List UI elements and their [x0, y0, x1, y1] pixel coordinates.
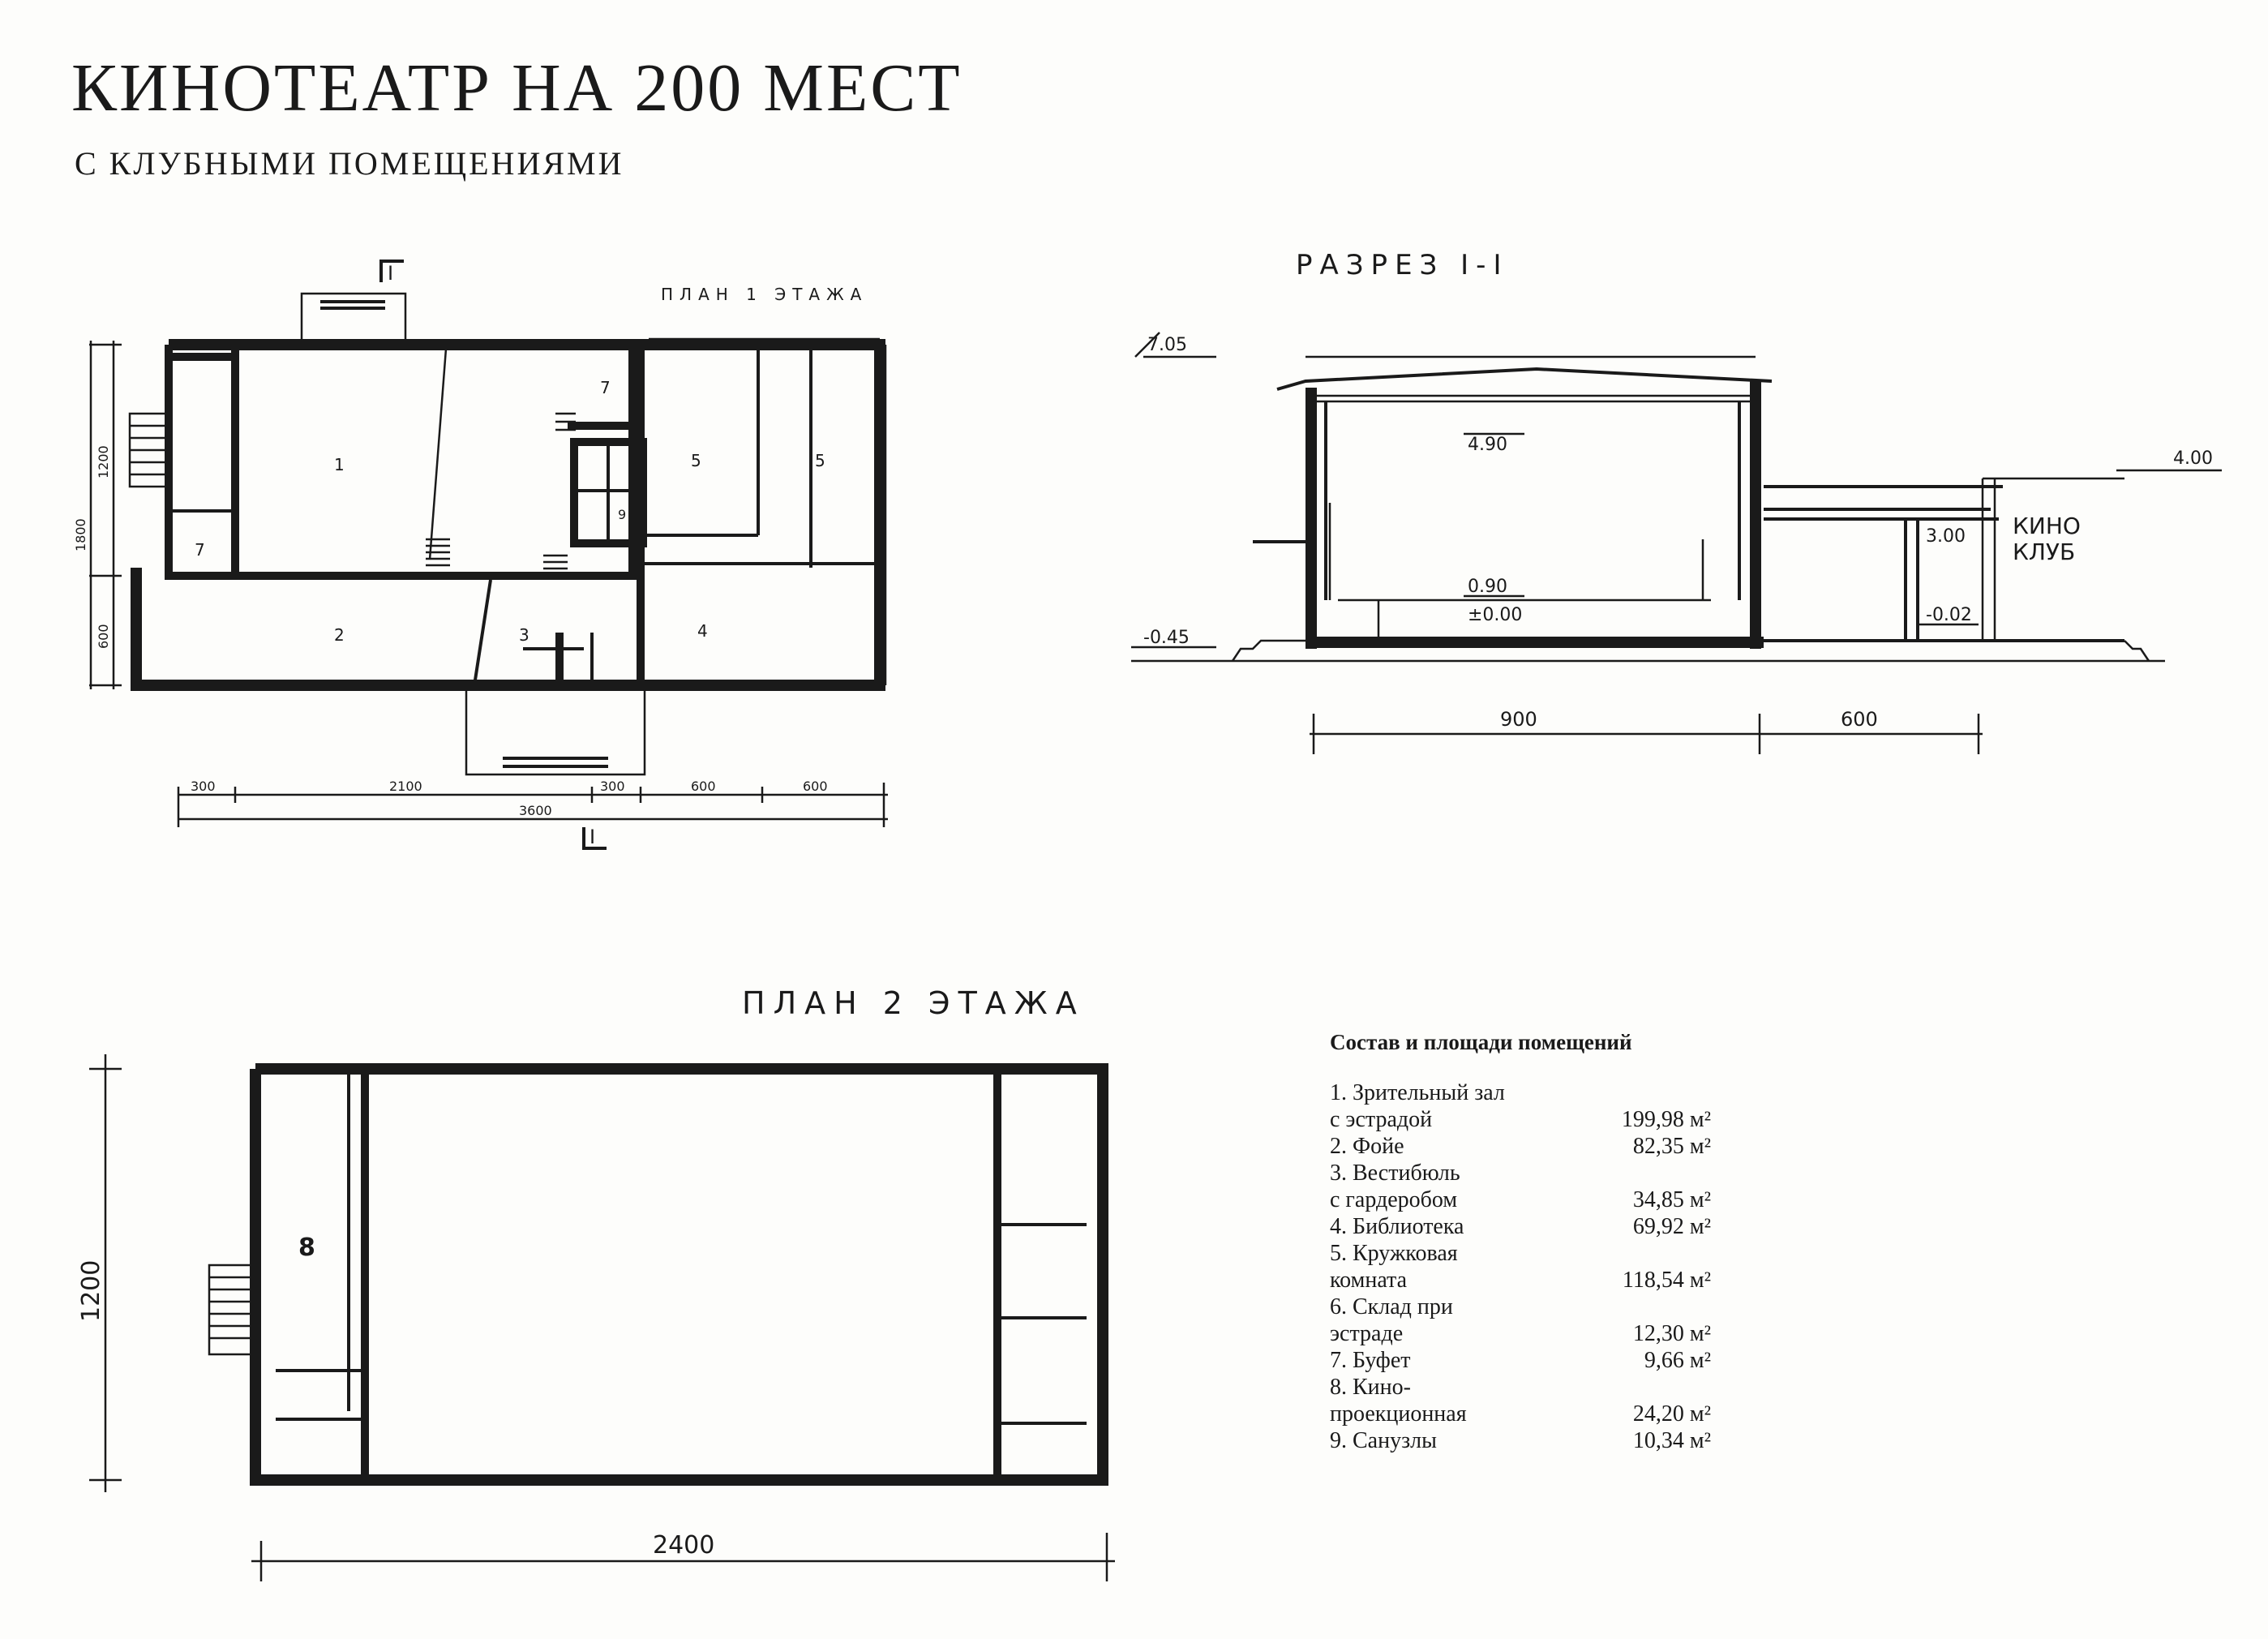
section-dim-900: 900: [1500, 708, 1537, 731]
dim-left-1200: 1200: [96, 445, 111, 478]
elev-minus-0-02: -0.02: [1926, 605, 1972, 625]
dim-300-b: 300: [600, 779, 625, 794]
legend-room-name: 3. Вестибюль с гардеробом: [1330, 1161, 1460, 1212]
legend-room-name: 4. Библиотека: [1330, 1214, 1464, 1239]
room-label-5b: 5: [815, 451, 825, 470]
legend-title: Состав и площади помещений: [1330, 1030, 1632, 1054]
page-title: КИНОТЕАТР НА 200 МЕСТ: [71, 50, 963, 126]
section-dim-600: 600: [1841, 708, 1878, 731]
floor-plan-1: [73, 260, 888, 850]
legend-row: [1330, 1240, 1711, 1294]
dim-300-a: 300: [191, 779, 216, 794]
dim-2100: 2100: [389, 779, 422, 794]
porch-bottom: [466, 685, 645, 774]
legend-room-area: 82,35 м²: [1632, 1134, 1711, 1159]
elev-4-00: 4.00: [2173, 448, 2213, 469]
dim-3600: 3600: [519, 803, 552, 818]
section-title: РАЗРЕЗ I-I: [1296, 249, 1509, 281]
plan2-title: ПЛАН 2 ЭТАЖА: [742, 985, 1085, 1021]
legend-room-area: 34,85 м²: [1632, 1187, 1711, 1212]
legend-room-name: 7. Буфет: [1330, 1348, 1411, 1373]
kino-club-sign: КИНО КЛУБ: [2013, 513, 2081, 565]
elev-minus-0-45: -0.45: [1143, 628, 1190, 648]
legend-row: [1330, 1133, 1711, 1160]
section-drawing: [1131, 249, 2222, 754]
legend-room-name: 1. Зрительный зал с эстрадой: [1330, 1080, 1505, 1132]
roof: [1277, 369, 1772, 389]
plan2-dim-2400: 2400: [653, 1531, 715, 1560]
dim-left-600: 600: [96, 624, 111, 649]
room-label-9: 9: [618, 507, 627, 522]
room-legend: [1330, 1030, 1711, 1454]
section-mark-bottom: I: [590, 826, 596, 848]
elev-3-00: 3.00: [1926, 526, 1966, 547]
room-label-1: 1: [334, 455, 345, 474]
room-label-2: 2: [334, 625, 345, 645]
legend-row: [1330, 1160, 1711, 1213]
section-mark-top: I: [388, 262, 394, 285]
elev-0-00: ±0.00: [1468, 605, 1523, 625]
dim-left-1800: 1800: [73, 518, 88, 551]
legend-room-area: 10,34 м²: [1632, 1428, 1711, 1453]
legend-room-area: 12,30 м²: [1632, 1321, 1711, 1346]
legend-row: [1330, 1213, 1711, 1240]
room-label-4: 4: [697, 621, 708, 641]
legend-row: [1330, 1294, 1711, 1347]
elev-4-90: 4.90: [1468, 435, 1507, 455]
legend-row: [1330, 1347, 1711, 1374]
legend-room-name: 2. Фойе: [1330, 1134, 1404, 1159]
plan2-outer-wall: [255, 1069, 1103, 1480]
legend-room-area: 118,54 м²: [1622, 1268, 1711, 1293]
legend-row: [1330, 1374, 1711, 1427]
legend-rooms: [1330, 1079, 1711, 1454]
hall-stair: [426, 539, 450, 565]
dim-600-b: 600: [803, 779, 828, 794]
legend-room-name: 8. Кино- проекционная: [1330, 1375, 1467, 1427]
page-subtitle: С КЛУБНЫМИ ПОМЕЩЕНИЯМИ: [75, 145, 624, 182]
legend-room-area: 69,92 м²: [1632, 1214, 1711, 1239]
room-label-8: 8: [298, 1234, 315, 1262]
legend-row: [1330, 1079, 1711, 1133]
left-steps: [130, 414, 166, 487]
plan1-title: ПЛАН 1 ЭТАЖА: [661, 285, 868, 304]
legend-room-area: 199,98 м²: [1621, 1107, 1711, 1132]
legend-room-area: 24,20 м²: [1632, 1401, 1711, 1427]
room-label-3: 3: [519, 625, 529, 645]
room-label-5a: 5: [691, 451, 701, 470]
legend-room-name: 6. Склад при эстраде: [1330, 1294, 1453, 1346]
legend-row: [1330, 1427, 1711, 1454]
floor-plan-2: [77, 985, 1115, 1581]
elev-0-90: 0.90: [1468, 577, 1507, 597]
dim-600-a: 600: [691, 779, 716, 794]
plan1-outer-wall: [136, 345, 880, 685]
legend-room-name: 5. Кружковая комната: [1330, 1241, 1458, 1293]
room-label-7a: 7: [600, 378, 611, 397]
elev-7-05: 7.05: [1147, 335, 1187, 355]
room-label-7b: 7: [195, 540, 205, 560]
plan2-dim-1200: 1200: [77, 1259, 105, 1322]
plan2-stair: [209, 1265, 254, 1354]
legend-room-area: 9,66 м²: [1644, 1348, 1711, 1373]
legend-room-name: 9. Санузлы: [1330, 1428, 1437, 1453]
